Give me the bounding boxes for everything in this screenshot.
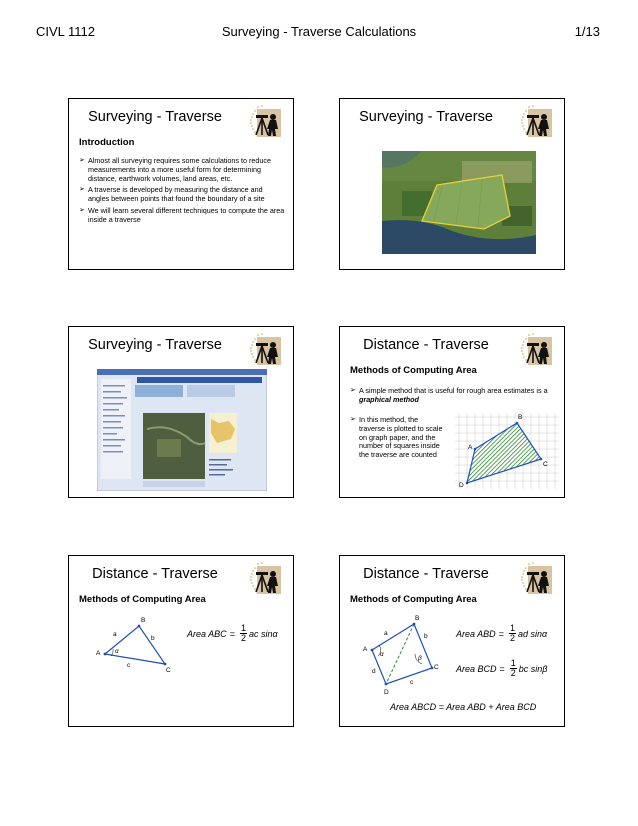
equation-rhs: bc sinβ <box>518 663 548 674</box>
slide-heading: Methods of Computing Area <box>79 594 206 605</box>
equation-numerator: 1 <box>510 658 516 668</box>
slide-heading: Methods of Computing Area <box>350 594 477 605</box>
area-abd-equation: Area ABD = $\frac{1}{2}$ ad sinα <box>456 623 548 643</box>
side-label-d: d <box>372 668 376 675</box>
document-title: Surveying - Traverse Calculations <box>221 24 417 39</box>
bullet-list <box>79 157 285 228</box>
bullet-item: ➢ A traverse is developed by measuring the distance and angles between points that found the boundary of a site <box>79 186 285 204</box>
equation-rhs: ac sinα <box>248 628 278 639</box>
vertex-label-c: C <box>543 461 548 468</box>
page-number: 1/13 <box>574 24 600 39</box>
equation-denominator: 2 <box>240 633 246 643</box>
vertex-label-d: D <box>384 689 389 696</box>
bullet-item: ➢ Almost all surveying requires some calculations to reduce measurements into a more useful form for determining distance, earthwork volumes, land areas, etc. <box>79 157 285 183</box>
quadrilateral-abcd-diagram <box>360 614 448 700</box>
vertex-label-b: B <box>518 414 523 421</box>
surveyor-logo-icon <box>518 333 554 369</box>
side-label-c: c <box>410 679 414 686</box>
bullet-item: ➢ In this method, the traverse is plotted to scale on graph paper, and the number of squares inside the traverse are counted <box>350 416 446 460</box>
angle-label-alpha: α <box>115 648 119 655</box>
surveyor-logo-icon <box>518 105 554 141</box>
slide-title: Distance - Traverse <box>363 566 489 582</box>
vertex-label-a: A <box>468 444 473 451</box>
vertex-label-b: B <box>415 615 420 622</box>
equation-denominator: 2 <box>509 633 515 643</box>
slide-graphical-method <box>339 326 565 498</box>
bullet-emphasis: graphical method <box>359 394 419 404</box>
graph-paper-traverse <box>455 413 559 489</box>
gis-website-screenshot <box>97 369 267 491</box>
slide-title: Surveying - Traverse <box>88 337 222 353</box>
surveyor-logo-icon <box>247 562 283 598</box>
side-label-b: b <box>424 633 428 640</box>
equation-rhs: ad sinα <box>517 628 548 639</box>
vertex-label-c: C <box>166 667 171 674</box>
angle-label-alpha: α <box>380 651 384 658</box>
equation-lhs: Area BCD <box>456 663 497 674</box>
bullet-item <box>350 387 556 405</box>
aerial-site-photo <box>382 151 536 254</box>
area-abc-equation: Area ABC = $\frac{1}{2}$ ac sinα <box>187 623 278 643</box>
slide-title: Surveying - Traverse <box>88 109 222 125</box>
slide-quadrilateral-area <box>339 555 565 727</box>
equation-numerator: 1 <box>509 623 515 633</box>
bullet-item: ➢ We will learn several different techniques to compute the area inside a traverse <box>79 207 285 225</box>
equation-numerator: 1 <box>240 623 246 633</box>
slide-heading: Introduction <box>79 137 135 148</box>
bullet-list-2 <box>350 416 446 463</box>
slide-aerial-photo <box>339 98 565 270</box>
slide-website-screenshot <box>68 326 294 498</box>
slide-title: Distance - Traverse <box>363 337 489 353</box>
side-label-a: a <box>113 631 117 638</box>
surveyor-logo-icon <box>247 333 283 369</box>
equation-denominator: 2 <box>510 668 516 678</box>
course-code: CIVL 1112 <box>36 24 96 39</box>
bullet-list <box>350 387 556 408</box>
area-bcd-equation: Area BCD = $\frac{1}{2}$ bc sinβ <box>456 658 548 678</box>
side-label-a: a <box>384 630 388 637</box>
slide-title: Distance - Traverse <box>92 566 218 582</box>
area-abcd-equation: Area ABCD = Area ABD + Area BCD <box>390 702 537 712</box>
vertex-label-a: A <box>363 646 368 653</box>
surveyor-logo-icon <box>247 105 283 141</box>
vertex-label-d: D <box>459 482 464 489</box>
side-label-c: c <box>127 662 131 669</box>
angle-label-beta: β <box>418 655 422 662</box>
slide-heading: Methods of Computing Area <box>350 365 477 376</box>
vertex-label-c: C <box>434 664 439 671</box>
equation-lhs: Area ABD <box>456 628 496 639</box>
equation-lhs: Area ABC <box>187 628 227 639</box>
side-label-b: b <box>151 635 155 642</box>
vertex-label-a: A <box>96 650 101 657</box>
slide-triangle-area <box>68 555 294 727</box>
triangle-abc-diagram <box>91 616 175 680</box>
vertex-label-b: B <box>141 617 146 624</box>
slide-title: Surveying - Traverse <box>359 109 493 125</box>
slide-introduction <box>68 98 294 270</box>
bullet-text: A simple method that is useful for rough area estimates is a <box>359 386 548 395</box>
surveyor-logo-icon <box>518 562 554 598</box>
